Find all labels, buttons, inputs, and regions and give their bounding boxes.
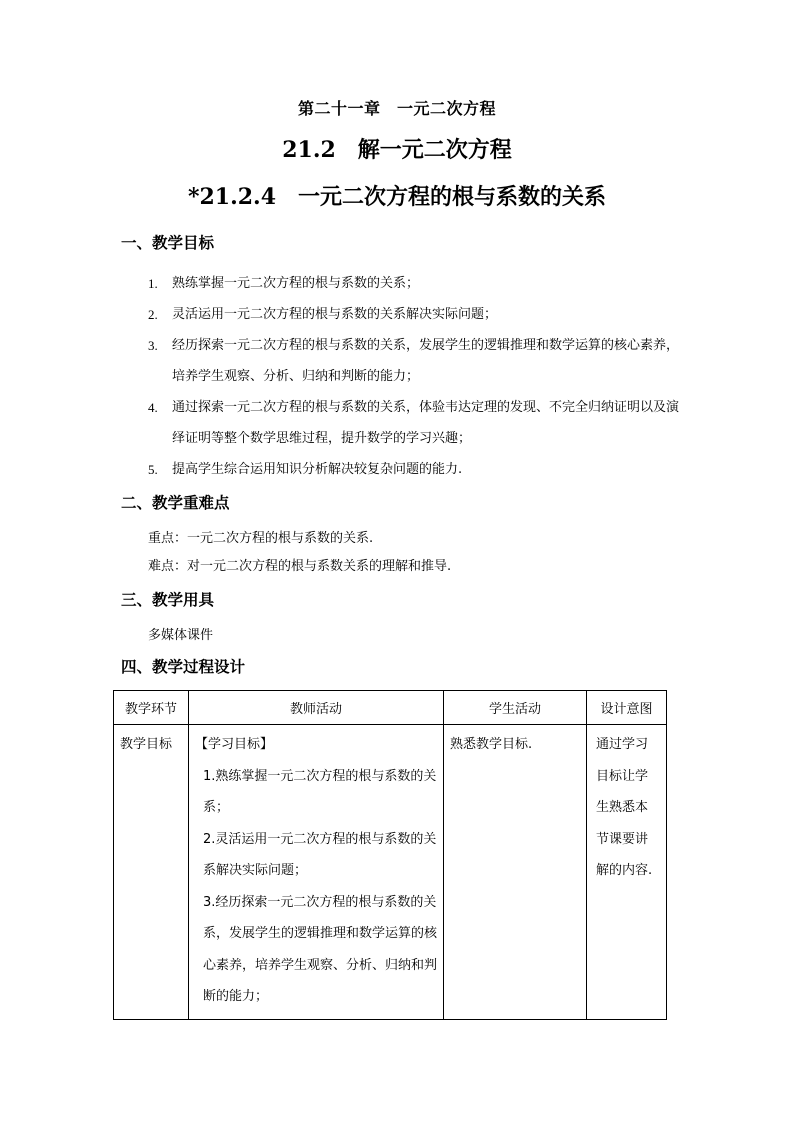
teacher-activity-heading: 【学习目标】: [195, 737, 274, 752]
design-intent-cell: [587, 725, 667, 1020]
goal-text: 熟练掌握一元二次方程的根与系数的关系；: [172, 276, 420, 291]
teacher-activity-cell: [189, 725, 444, 1020]
design-intent: 通过学习目标让学生熟悉本节课要讲解的内容.: [596, 737, 653, 878]
goal-text: 通过探索一元二次方程的根与系数的关系，体验韦达定理的发现、不完全归纳证明以及演绎证明等整个数学思维过程，提升数学的学习兴趣；: [172, 400, 680, 446]
column-header-student: 学生活动: [444, 691, 587, 725]
goal-item: [148, 299, 688, 330]
goal-number: 1.: [148, 276, 158, 291]
goal-text: 提高学生综合运用知识分析解决较复杂问题的能力.: [172, 462, 463, 477]
process-table: [113, 690, 667, 1020]
column-header-stage: 教学环节: [114, 691, 189, 725]
student-activity: 熟悉教学目标.: [450, 737, 533, 752]
tools-text: 多媒体课件: [148, 628, 214, 643]
subsection-title: *21.2.4 一元二次方程的根与系数的关系: [187, 184, 607, 210]
student-activity-cell: [444, 725, 587, 1020]
teacher-activity-item: 1.熟练掌握一元二次方程的根与系数的关系；: [203, 768, 437, 815]
goal-number: 4.: [148, 400, 158, 415]
goals-list: [148, 268, 688, 485]
column-header-teacher: 教师活动: [189, 691, 444, 725]
goal-item: [148, 392, 688, 454]
goal-item: [148, 330, 688, 392]
goal-item: [148, 454, 688, 485]
goal-text: 灵活运用一元二次方程的根与系数的关系解决实际问题；: [172, 307, 498, 322]
keypoints-heading: 二、教学重难点: [121, 494, 230, 512]
section-title: 21.2 解一元二次方程: [282, 137, 512, 163]
stage-text: 教学目标: [120, 737, 173, 752]
process-heading: 四、教学过程设计: [121, 658, 246, 676]
key-point: 重点：一元二次方程的根与系数的关系.: [148, 531, 374, 546]
goals-heading: 一、教学目标: [121, 234, 215, 252]
teacher-activity-item: 3.经历探索一元二次方程的根与系数的关系，发展学生的逻辑推理和数学运算的核心素养，培养学生观察、分析、归纳和判断的能力；: [203, 894, 438, 1004]
table-header-row: [114, 691, 667, 725]
goal-text: 经历探索一元二次方程的根与系数的关系，发展学生的逻辑推理和数学运算的核心素养，培养学生观察、分析、归纳和判断的能力；: [172, 338, 680, 384]
tools-heading: 三、教学用具: [121, 591, 215, 609]
column-header-intent: 设计意图: [587, 691, 667, 725]
chapter-title: 第二十一章 一元二次方程: [297, 99, 496, 118]
teacher-activity: [189, 725, 443, 1019]
stage-cell: [114, 725, 189, 1020]
teacher-activity-item: 2.灵活运用一元二次方程的根与系数的关系解决实际问题；: [203, 831, 437, 878]
goal-number: 2.: [148, 307, 158, 322]
table-row: [114, 725, 667, 1020]
goal-item: [148, 268, 688, 299]
goal-number: 5.: [148, 462, 158, 477]
goal-number: 3.: [148, 338, 158, 353]
difficulty-point: 难点：对一元二次方程的根与系数关系的理解和推导.: [148, 559, 452, 574]
